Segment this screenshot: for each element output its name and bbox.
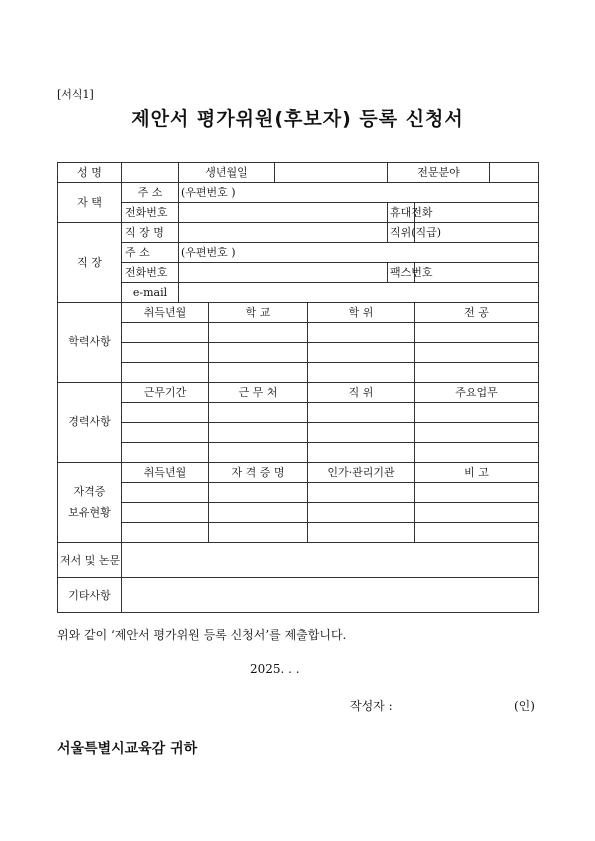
education-header-date: 취득년월 (122, 303, 209, 323)
career-row (58, 403, 539, 423)
career-workplace-cell[interactable] (209, 443, 308, 463)
work-address-row (58, 243, 539, 263)
education-school-cell[interactable] (209, 343, 308, 363)
work-phone-row (58, 263, 539, 283)
papers-label: 저서 및 논문 (58, 543, 122, 578)
education-date-cell[interactable] (122, 343, 209, 363)
other-row (58, 578, 539, 613)
education-header-major: 전 공 (415, 303, 539, 323)
home-mobile-field[interactable] (415, 203, 539, 223)
license-date-cell[interactable] (122, 503, 209, 523)
license-agency-cell[interactable] (308, 503, 415, 523)
education-section-label: 학력사항 (58, 303, 122, 383)
career-workplace-cell[interactable] (209, 403, 308, 423)
field-input[interactable] (490, 163, 539, 183)
education-row (58, 363, 539, 383)
education-header-school: 학 교 (209, 303, 308, 323)
career-header-workplace: 근 무 처 (209, 383, 308, 403)
birth-label: 생년월일 (179, 163, 275, 183)
license-section-line2: 보유현황 (68, 505, 111, 519)
license-date-cell[interactable] (122, 523, 209, 543)
education-school-cell[interactable] (209, 363, 308, 383)
education-degree-cell[interactable] (308, 323, 415, 343)
education-header-degree: 학 위 (308, 303, 415, 323)
license-row (58, 503, 539, 523)
workplace-field[interactable] (179, 223, 388, 243)
career-position-cell[interactable] (308, 443, 415, 463)
license-header-date: 취득년월 (122, 463, 209, 483)
position-label: 직위(직급) (388, 223, 415, 243)
work-phone-label: 전화번호 (122, 263, 179, 283)
career-period-cell[interactable] (122, 423, 209, 443)
license-name-cell[interactable] (209, 503, 308, 523)
birth-field[interactable] (275, 163, 388, 183)
education-row (58, 343, 539, 363)
license-row (58, 483, 539, 503)
education-row (58, 323, 539, 343)
name-label: 성 명 (58, 163, 122, 183)
license-remarks-cell[interactable] (415, 503, 539, 523)
writer-label: 작성자 : (350, 699, 393, 713)
license-header-row (58, 463, 539, 483)
document-title: 제안서 평가위원(후보자) 등록 신청서 (131, 108, 464, 130)
education-school-cell[interactable] (209, 323, 308, 343)
education-degree-cell[interactable] (308, 343, 415, 363)
other-field[interactable] (122, 578, 539, 613)
work-address-label: 주 소 (122, 243, 179, 263)
career-header-period: 근무기간 (122, 383, 209, 403)
education-date-cell[interactable] (122, 363, 209, 383)
career-period-cell[interactable] (122, 403, 209, 423)
license-name-cell[interactable] (209, 483, 308, 503)
education-header-row (58, 303, 539, 323)
work-phone-field[interactable] (179, 263, 388, 283)
other-label: 기타사항 (58, 578, 122, 613)
fax-label: 팩스번호 (388, 263, 415, 283)
basic-info-row (58, 163, 539, 183)
career-header-duties: 주요업무 (415, 383, 539, 403)
work-section-label: 직 장 (58, 223, 122, 303)
name-field[interactable] (122, 163, 179, 183)
home-section-label: 자 택 (58, 183, 122, 223)
form-number: [서식1] (57, 88, 94, 101)
papers-field[interactable] (122, 543, 539, 578)
email-label: e-mail (122, 283, 179, 303)
license-agency-cell[interactable] (308, 523, 415, 543)
home-phone-label: 전화번호 (122, 203, 179, 223)
license-header-agency: 인가·관리기관 (308, 463, 415, 483)
declaration-text: 위와 같이 ‘제안서 평가위원 등록 신청서’를 제출합니다. (57, 628, 347, 642)
education-major-cell[interactable] (415, 323, 539, 343)
career-row (58, 423, 539, 443)
license-agency-cell[interactable] (308, 483, 415, 503)
seal-mark: (인) (514, 699, 535, 713)
career-period-cell[interactable] (122, 443, 209, 463)
career-position-cell[interactable] (308, 423, 415, 443)
license-remarks-cell[interactable] (415, 523, 539, 543)
license-section-label (58, 463, 122, 543)
license-date-cell[interactable] (122, 483, 209, 503)
career-position-cell[interactable] (308, 403, 415, 423)
work-address-field[interactable]: (우편번호 ) (179, 243, 539, 263)
education-date-cell[interactable] (122, 323, 209, 343)
education-major-cell[interactable] (415, 343, 539, 363)
work-name-row (58, 223, 539, 243)
email-field[interactable] (179, 283, 539, 303)
career-duties-cell[interactable] (415, 423, 539, 443)
application-form-table (57, 162, 539, 613)
career-workplace-cell[interactable] (209, 423, 308, 443)
home-address-row (58, 183, 539, 203)
career-section-label: 경력사항 (58, 383, 122, 463)
career-duties-cell[interactable] (415, 443, 539, 463)
home-address-field[interactable]: (우편번호 ) (179, 183, 539, 203)
license-header-remarks: 비 고 (415, 463, 539, 483)
career-duties-cell[interactable] (415, 403, 539, 423)
papers-row (58, 543, 539, 578)
fax-field[interactable] (415, 263, 539, 283)
home-phone-row (58, 203, 539, 223)
home-mobile-label: 휴대전화 (388, 203, 415, 223)
license-remarks-cell[interactable] (415, 483, 539, 503)
submission-date: 2025. . . (250, 662, 300, 676)
career-row (58, 443, 539, 463)
workplace-label: 직 장 명 (122, 223, 179, 243)
field-label: 전문분야 (388, 163, 490, 183)
work-email-row (58, 283, 539, 303)
education-degree-cell[interactable] (308, 363, 415, 383)
home-phone-field[interactable] (179, 203, 388, 223)
career-header-position: 직 위 (308, 383, 415, 403)
home-address-label: 주 소 (122, 183, 179, 203)
career-header-row (58, 383, 539, 403)
addressee: 서울특별시교육감 귀하 (57, 741, 198, 757)
license-section-line1: 자격증 (73, 484, 106, 498)
education-major-cell[interactable] (415, 363, 539, 383)
license-header-name: 자 격 증 명 (209, 463, 308, 483)
license-row (58, 523, 539, 543)
license-name-cell[interactable] (209, 523, 308, 543)
